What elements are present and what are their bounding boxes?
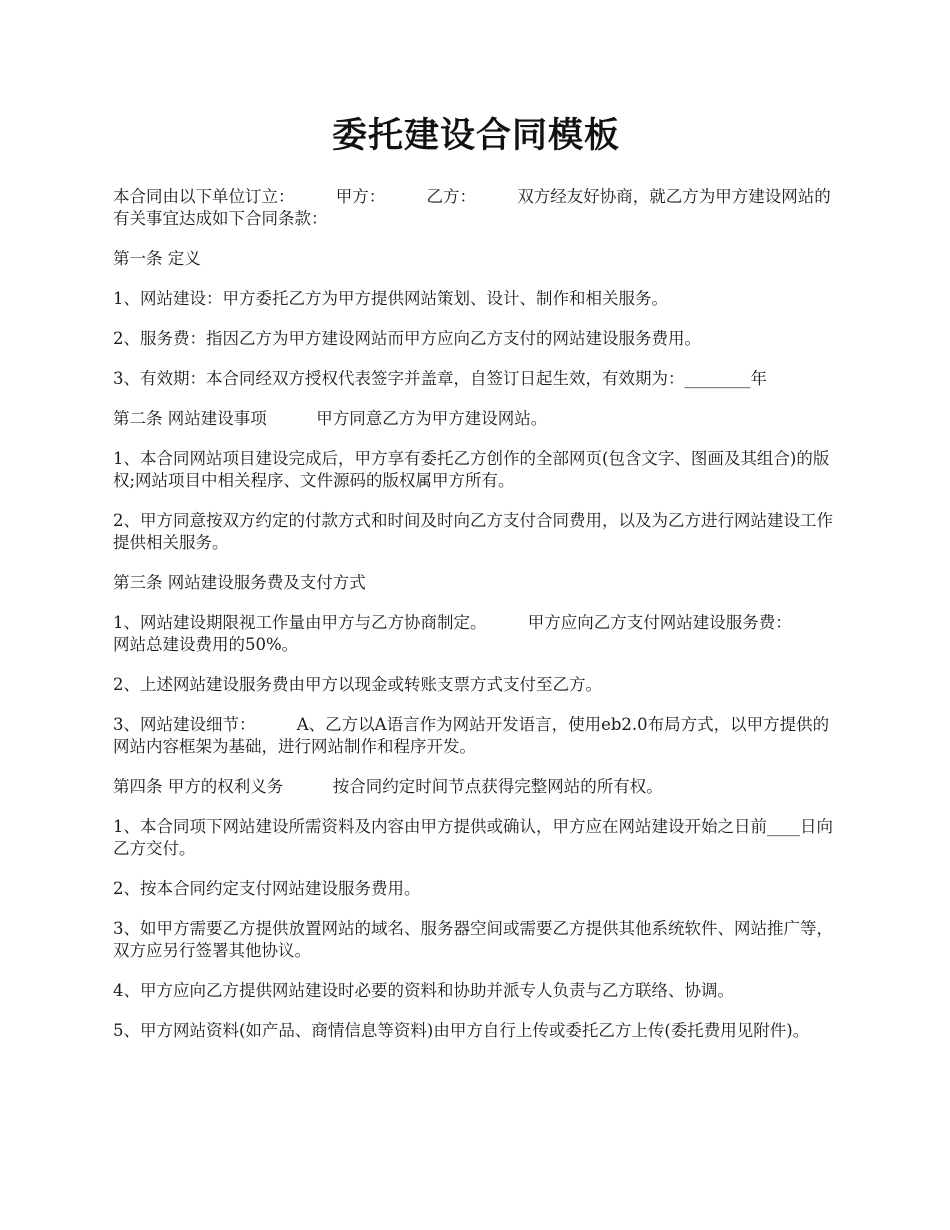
document-body <box>113 186 839 1042</box>
article-1-item-1: 1、网站建设：甲方委托乙方为甲方提供网站策划、设计、制作和相关服务。 <box>113 289 668 308</box>
article-2-heading: 第二条 网站建设事项 甲方同意乙方为甲方建设网站。 <box>113 409 548 428</box>
article-1-item-3: 3、有效期：本合同经双方授权代表签字并盖章，自签订日起生效，有效期为：________年 <box>113 369 767 388</box>
article-4-item-2: 2、按本合同约定支付网站建设服务费用。 <box>113 879 421 898</box>
article-3-item-1: 1、网站建设期限视工作量由甲方与乙方协商制定。 甲方应向乙方支付网站建设服务费： 网站总建设费用的50%。 <box>113 613 833 654</box>
article-2-item-1: 1、本合同网站项目建设完成后，甲方享有委托乙方创作的全部网页(包含文字、图画及其组合)的版权;网站项目中相关程序、文件源码的版权属甲方所有。 <box>113 449 830 490</box>
document-page <box>113 0 839 1060</box>
article-4-item-3: 3、如甲方需要乙方提供放置网站的域名、服务器空间或需要乙方提供其他系统软件、网站推广等，双方应另行签署其他协议。 <box>113 919 833 960</box>
article-3-heading: 第三条 网站建设服务费及支付方式 <box>113 573 366 592</box>
article-2-item-2: 2、甲方同意按双方约定的付款方式和时间及时向乙方支付合同费用，以及为乙方进行网站建设工作提供相关服务。 <box>113 511 833 552</box>
paragraph-intro: 本合同由以下单位订立： 甲方： 乙方： 双方经友好协商，就乙方为甲方建设网站的有关事宜达成如下合同条款： <box>113 187 831 228</box>
article-1-heading: 第一条 定义 <box>113 249 201 268</box>
article-1-item-2: 2、服务费：指因乙方为甲方建设网站而甲方应向乙方支付的网站建设服务费用。 <box>113 329 701 348</box>
article-3-item-2: 2、上述网站建设服务费由甲方以现金或转账支票方式支付至乙方。 <box>113 675 602 694</box>
article-4-item-5: 5、甲方网站资料(如产品、商情信息等资料)由甲方自行上传或委托乙方上传(委托费用见附件)。 <box>113 1021 810 1040</box>
document-title: 委托建设合同模板 <box>331 115 620 156</box>
article-4-item-4: 4、甲方应向乙方提供网站建设时必要的资料和协助并派专人负责与乙方联络、协调。 <box>113 981 734 1000</box>
article-3-item-3: 3、网站建设细节： A、乙方以A语言作为网站开发语言，使用eb2.0布局方式，以甲方提供的网站内容框架为基础，进行网站制作和程序开发。 <box>113 715 830 756</box>
article-4-heading: 第四条 甲方的权利义务 按合同约定时间节点获得完整网站的所有权。 <box>113 777 663 796</box>
article-4-item-1: 1、本合同项下网站建设所需资料及内容由甲方提供或确认，甲方应在网站建设开始之日前____日向乙方交付。 <box>113 817 833 858</box>
